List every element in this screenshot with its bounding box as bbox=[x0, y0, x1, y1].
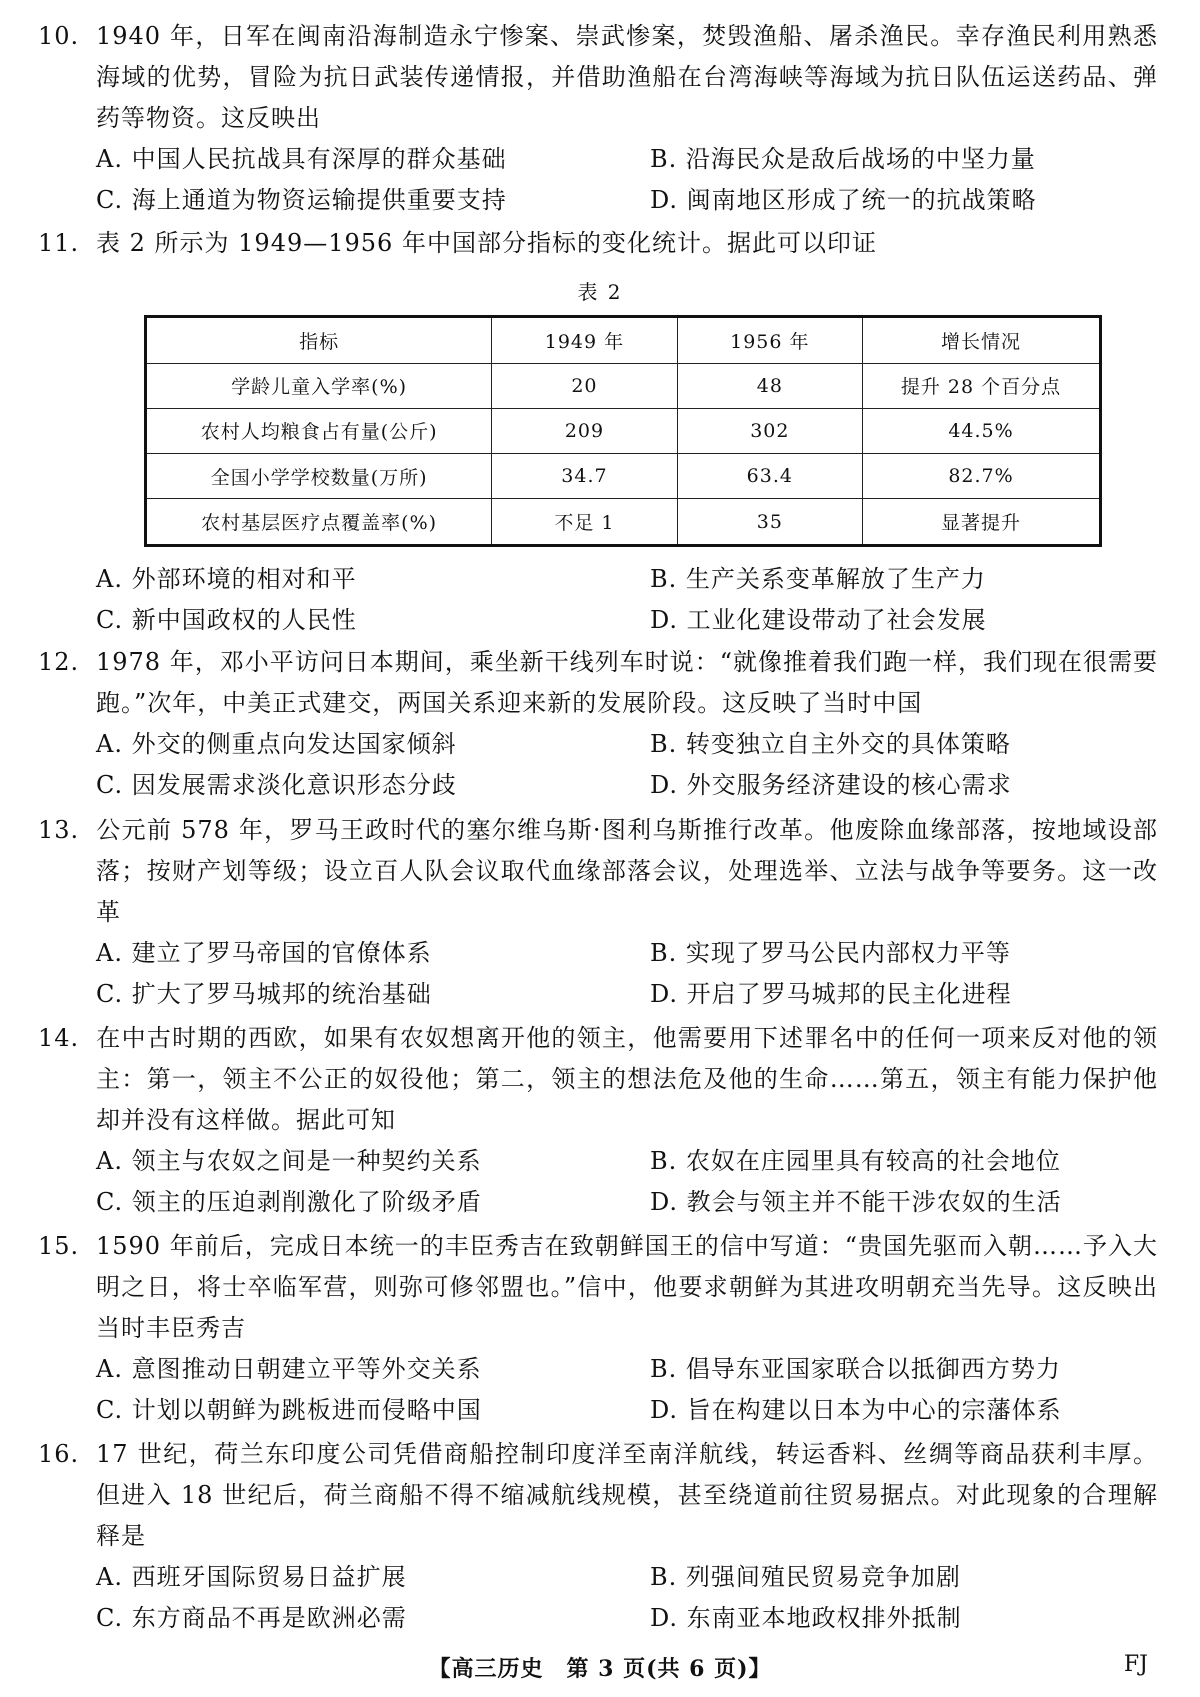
option-d: D. 工业化建设带动了社会发展 bbox=[650, 606, 987, 634]
option-a: A. 外交的侧重点向发达国家倾斜 bbox=[96, 730, 457, 758]
option-b: B. 转变独立自主外交的具体策略 bbox=[650, 730, 1011, 758]
question-11-options bbox=[38, 559, 1158, 641]
option-a: A. 建立了罗马帝国的官僚体系 bbox=[96, 939, 432, 967]
option-c: C. 新中国政权的人民性 bbox=[96, 606, 357, 634]
table-header-cell: 1949 年 bbox=[492, 317, 677, 364]
table-cell: 农村基层医疗点覆盖率(%) bbox=[146, 499, 492, 546]
option-d: D. 教会与领主并不能干涉农奴的生活 bbox=[650, 1188, 1062, 1216]
option-b: B. 沿海民众是敌后战场的中坚力量 bbox=[650, 145, 1036, 173]
table-cell: 63.4 bbox=[677, 454, 862, 499]
page-footer: 【高三历史 第 3 页(共 6 页)】 bbox=[428, 1656, 772, 1682]
table-cell: 48 bbox=[677, 363, 862, 408]
question-11 bbox=[38, 223, 1158, 264]
option-a: A. 外部环境的相对和平 bbox=[96, 565, 357, 593]
table-cell: 209 bbox=[492, 408, 677, 453]
option-d: D. 闽南地区形成了统一的抗战策略 bbox=[650, 186, 1037, 214]
table-cell: 显著提升 bbox=[863, 499, 1101, 546]
table-header-row bbox=[146, 317, 1101, 364]
option-c: C. 计划以朝鲜为跳板进而侵略中国 bbox=[96, 1396, 482, 1424]
table-caption: 表 2 bbox=[577, 280, 623, 304]
option-b: B. 农奴在庄园里具有较高的社会地位 bbox=[650, 1147, 1061, 1175]
option-c: C. 扩大了罗马城邦的统治基础 bbox=[96, 980, 432, 1008]
option-d: D. 开启了罗马城邦的民主化进程 bbox=[650, 980, 1012, 1008]
table-cell: 提升 28 个百分点 bbox=[863, 363, 1101, 408]
options bbox=[96, 933, 1158, 1015]
option-b: B. 列强间殖民贸易竞争加剧 bbox=[650, 1563, 961, 1591]
option-a: A. 意图推动日朝建立平等外交关系 bbox=[96, 1355, 482, 1383]
option-b: B. 生产关系变革解放了生产力 bbox=[650, 565, 986, 593]
option-a: A. 中国人民抗战具有深厚的群众基础 bbox=[96, 145, 507, 173]
option-a: A. 领主与农奴之间是一种契约关系 bbox=[96, 1147, 482, 1175]
question-stem: 1978 年，邓小平访问日本期间，乘坐新干线列车时说：“就像推着我们跑一样，我们现在很需要跑。”次年，中美正式建交，两国关系迎来新的发展阶段。这反映了当时中国 bbox=[96, 648, 1158, 717]
question-number: 11. bbox=[38, 229, 80, 257]
question-stem: 公元前 578 年，罗马王政时代的塞尔维乌斯·图利乌斯推行改革。他废除血缘部落，按地域设部落；按财产划等级；设立百人队会议取代血缘部落会议，处理选举、立法与战争等要务。这一改革 bbox=[96, 816, 1158, 926]
question-13 bbox=[38, 810, 1158, 1015]
question-stem: 1940 年，日军在闽南沿海制造永宁惨案、崇武惨案，焚毁渔船、屠杀渔民。幸存渔民利用熟悉海域的优势，冒险为抗日武装传递情报，并借助渔船在台湾海峡等海域为抗日队伍运送药品、弹药等物资。这反映出 bbox=[96, 22, 1158, 132]
table-cell: 20 bbox=[492, 363, 677, 408]
question-number: 12. bbox=[38, 648, 80, 676]
question-number: 15. bbox=[38, 1232, 80, 1260]
option-b: B. 倡导东亚国家联合以抵御西方势力 bbox=[650, 1355, 1061, 1383]
table-cell: 学龄儿童入学率(%) bbox=[146, 363, 492, 408]
question-stem: 17 世纪，荷兰东印度公司凭借商船控制印度洋至南洋航线，转运香料、丝绸等商品获利丰厚。但进入 18 世纪后，荷兰商船不得不缩减航线规模，甚至绕道前往贸易据点。对此现象的合理解释是 bbox=[96, 1440, 1158, 1550]
question-stem: 1590 年前后，完成日本统一的丰臣秀吉在致朝鲜国王的信中写道：“贵国先驱而入朝……予入大明之日，将士卒临军营，则弥可修邻盟也。”信中，他要求朝鲜为其进攻明朝充当先导。这反映出当时丰臣秀吉 bbox=[96, 1232, 1158, 1342]
option-c: C. 东方商品不再是欧洲必需 bbox=[96, 1604, 407, 1632]
table-cell: 农村人均粮食占有量(公斤) bbox=[146, 408, 492, 453]
table-header-cell: 指标 bbox=[146, 317, 492, 364]
footer-code: FJ bbox=[1123, 1652, 1148, 1677]
table-row bbox=[146, 363, 1101, 408]
table-row bbox=[146, 408, 1101, 453]
data-table bbox=[144, 315, 1102, 547]
table-cell: 35 bbox=[677, 499, 862, 546]
option-d: D. 旨在构建以日本为中心的宗藩体系 bbox=[650, 1396, 1062, 1424]
table-cell: 82.7% bbox=[863, 454, 1101, 499]
question-15 bbox=[38, 1226, 1158, 1431]
option-c: C. 海上通道为物资运输提供重要支持 bbox=[96, 186, 507, 214]
table-cell: 34.7 bbox=[492, 454, 677, 499]
options bbox=[96, 1349, 1158, 1431]
table-row bbox=[146, 454, 1101, 499]
option-d: D. 东南亚本地政权排外抵制 bbox=[650, 1604, 962, 1632]
options bbox=[96, 1141, 1158, 1223]
option-c: C. 领主的压迫剥削激化了阶级矛盾 bbox=[96, 1188, 482, 1216]
question-14 bbox=[38, 1018, 1158, 1223]
table-cell: 302 bbox=[677, 408, 862, 453]
question-stem: 在中古时期的西欧，如果有农奴想离开他的领主，他需要用下述罪名中的任何一项来反对他的领主：第一，领主不公正的奴役他；第二，领主的想法危及他的生命……第五，领主有能力保护他却并没有这样做。据此可知 bbox=[96, 1024, 1158, 1134]
question-number: 10. bbox=[38, 22, 80, 50]
table-row bbox=[146, 499, 1101, 546]
table-cell: 44.5% bbox=[863, 408, 1101, 453]
table-header-cell: 增长情况 bbox=[863, 317, 1101, 364]
option-a: A. 西班牙国际贸易日益扩展 bbox=[96, 1563, 407, 1591]
table-cell: 全国小学学校数量(万所) bbox=[146, 454, 492, 499]
question-12 bbox=[38, 642, 1158, 806]
table-cell: 不足 1 bbox=[492, 499, 677, 546]
question-number: 14. bbox=[38, 1024, 80, 1052]
options bbox=[96, 139, 1158, 221]
table-header-cell: 1956 年 bbox=[677, 317, 862, 364]
question-stem: 表 2 所示为 1949—1956 年中国部分指标的变化统计。据此可以印证 bbox=[96, 229, 877, 257]
options bbox=[96, 559, 1158, 641]
question-number: 16. bbox=[38, 1440, 80, 1468]
options bbox=[96, 1557, 1158, 1639]
option-c: C. 因发展需求淡化意识形态分歧 bbox=[96, 771, 457, 799]
option-d: D. 外交服务经济建设的核心需求 bbox=[650, 771, 1012, 799]
question-number: 13. bbox=[38, 816, 80, 844]
options bbox=[96, 724, 1158, 806]
option-b: B. 实现了罗马公民内部权力平等 bbox=[650, 939, 1011, 967]
question-10 bbox=[38, 16, 1158, 221]
question-16 bbox=[38, 1434, 1158, 1639]
